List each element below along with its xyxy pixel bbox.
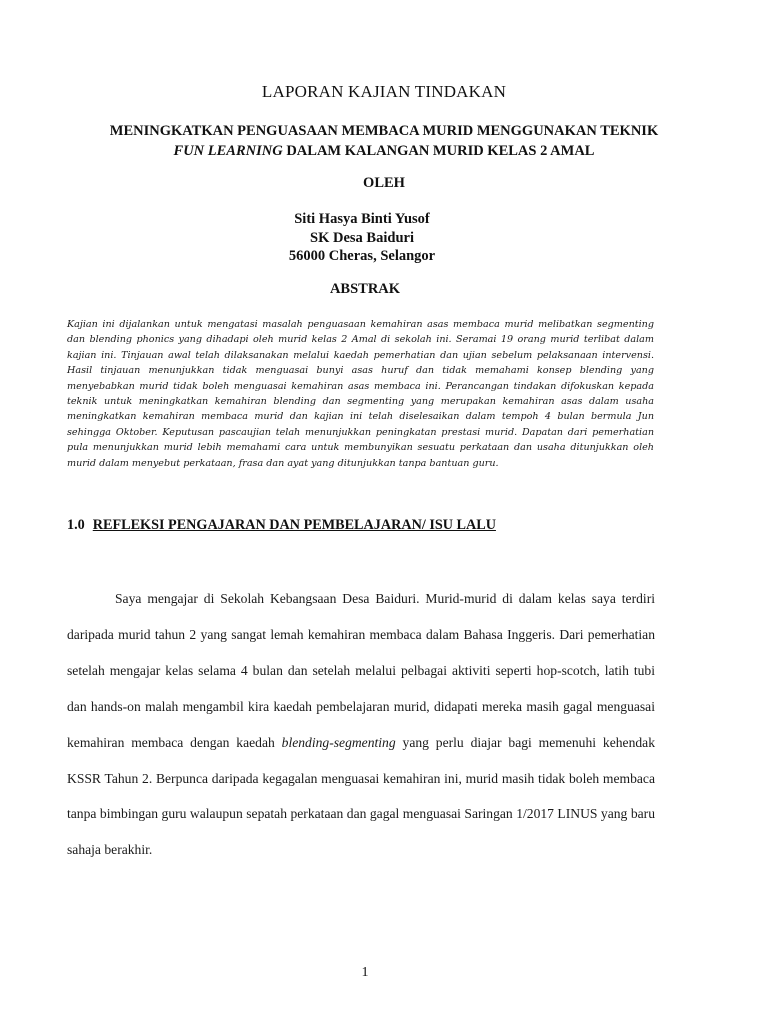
main-title-line2 bbox=[40, 141, 728, 161]
main-title-italic-phrase: FUN LEARNING bbox=[173, 143, 283, 159]
main-title-line1: MENINGKATKAN PENGUASAAN MEMBACA MURID MENGGUNAKAN TEKNIK bbox=[109, 123, 659, 139]
author-name: Siti Hasya Binti Yusof bbox=[294, 211, 430, 227]
page-number: 1 bbox=[361, 965, 369, 980]
body-paragraph bbox=[67, 581, 655, 868]
abstract-heading: ABSTRAK bbox=[329, 281, 401, 297]
body-paragraph-part1: Saya mengajar di Sekolah Kebangsaan Desa Baiduri. Murid-murid di dalam kelas saya terdiri daripada murid tahun 2 yang sangat lemah kemahiran membaca dalam Bahasa Inggeris. Dari pemerhatian setelah mengajar kelas selama 4 bulan dan setelah melalui pelbagai aktiviti seperti hop-scotch, latih tubi dan hands-on malah mengambil kira kaedah pembelajaran murid, didapati mereka masih gagal menguasai kemahiran membaca dengan kaedah bbox=[67, 591, 655, 750]
abstract-body: Kajian ini dijalankan untuk mengatasi masalah penguasaan kemahiran asas membaca murid melibatkan segmenting dan blending phonics yang dihadapi oleh murid kelas 2 Amal di sekolah ini. Seramai 19 orang murid terlibat dalam kajian ini. Tinjauan awal telah dilaksanakan melalui kaedah pemerhatian dan ujian sebelum pelaksanaan intervensi. Hasil tinjauan menunjukkan tidak menguasai bunyi asas huruf dan tidak memahami konsep blending yang menyebabkan murid tidak boleh menguasai kemahiran asas membaca ini. Perancangan tindakan difokuskan kepada teknik untuk meningkatkan kemahiran blending dan segmenting yang merupakan kemahiran asas dalam usaha meningkatkan kemahiran membaca murid dan kajian ini telah diselesaikan dalam tempoh 4 bulan bermula Jun sehingga Oktober. Keputusan pascaujian telah menunjukkan peningkatan prestasi murid. Dapatan dari pemerhatian pula menunjukkan murid lebih memahami cara untuk membunyikan sesuatu perkataan dan usaha ditunjukkan oleh murid dalam menyebut perkataan, frasa dan ayat yang ditunjukkan tanpa bantuan guru. bbox=[67, 319, 654, 469]
author-block bbox=[0, 210, 724, 266]
section-title: REFLEKSI PENGAJARAN DAN PEMBELAJARAN/ ISU LALU bbox=[92, 517, 496, 533]
report-title: LAPORAN KAJIAN TINDAKAN bbox=[261, 82, 507, 101]
author-address: 56000 Cheras, Selangor bbox=[288, 248, 436, 264]
section-heading bbox=[67, 517, 707, 534]
body-paragraph-italic-term: blending-segmenting bbox=[281, 734, 396, 750]
main-title-line2-rest: DALAM KALANGAN MURID KELAS 2 AMAL bbox=[282, 143, 595, 159]
section-number: 1.0 bbox=[67, 517, 85, 533]
author-school: SK Desa Baiduri bbox=[310, 229, 414, 246]
body-paragraph-part2: yang perlu diajar bagi memenuhi kehendak KSSR Tahun 2. Berpunca daripada kegagalan menguasai kemahiran ini, murid masih tidak boleh membaca tanpa bimbingan guru walaupun sepatah perkataan dan gagal menguasai Saringan 1/2017 LINUS yang baru sahaja berakhir. bbox=[67, 734, 655, 858]
by-label: OLEH bbox=[363, 175, 405, 191]
main-title bbox=[40, 121, 728, 161]
